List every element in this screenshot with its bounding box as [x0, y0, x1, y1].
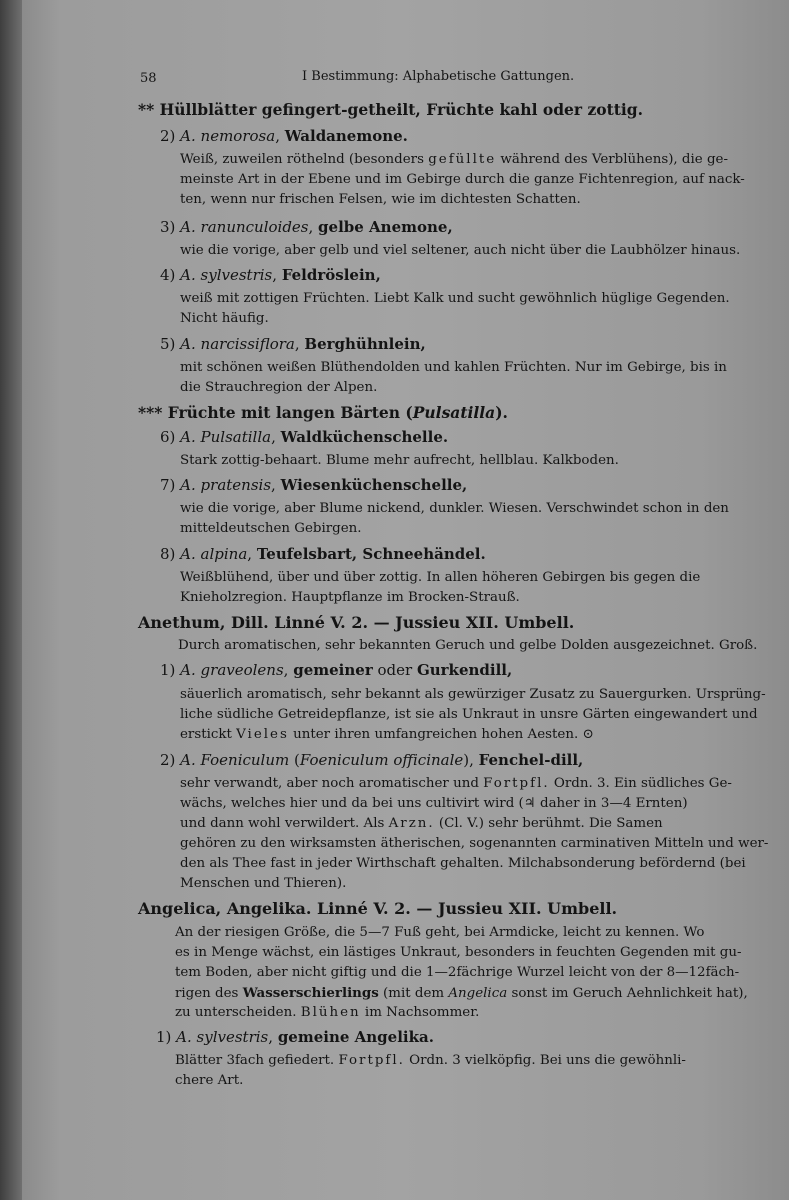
text-line [160, 127, 408, 145]
text-run: Wiesenküchenschelle, [280, 476, 468, 494]
text-line [138, 900, 617, 918]
text-line [180, 795, 688, 813]
text-run: Arzn. [388, 816, 435, 831]
text-run: ten, wenn nur frischen Felsen, wie im dichtesten Schatten. [180, 192, 581, 207]
text-line [175, 1052, 686, 1070]
text-run: Weiß, zuweilen röthelnd (besonders [180, 152, 429, 167]
text-run: , [271, 428, 281, 446]
text-line [160, 476, 467, 494]
text-run: 1) [160, 661, 181, 679]
text-run: (Cl. V.) sehr berühmt. Die Samen [434, 816, 663, 831]
text-line [180, 191, 581, 209]
text-run: (mit dem [378, 986, 449, 1001]
text-run: Gurkendill, [416, 661, 513, 679]
text-run: Blühen [300, 1005, 361, 1020]
text-run: 3) [160, 218, 181, 236]
text-run: oder [372, 661, 417, 679]
text-run: 5) [160, 335, 181, 353]
text-run: 2) [160, 751, 181, 769]
text-run: 8) [160, 545, 181, 563]
text-run: tem Boden, aber nicht giftig und die 1—2fächrige Wurzel leicht von der 8—12fäch- [175, 965, 740, 980]
text-run: liche südliche Getreidepflanze, ist sie als Unkraut in unsre Gärten eingewandert und [180, 707, 758, 722]
text-line [180, 706, 758, 724]
text-line [175, 924, 704, 942]
text-line [175, 964, 739, 982]
text-run: während des Verblühens), die ge- [496, 152, 728, 167]
text-run: An der riesigen Größe, die 5—7 Fuß geht, bei Armdicke, leicht zu kennen. Wo [175, 925, 705, 940]
text-run: ( [289, 751, 300, 769]
text-line [160, 218, 453, 236]
text-run: , [272, 266, 282, 284]
text-run: Blätter 3fach gefiedert. [175, 1053, 339, 1068]
text-run: , [247, 545, 257, 563]
text-line [160, 661, 512, 679]
text-line [180, 775, 732, 793]
text-line [180, 452, 619, 470]
text-line [160, 545, 486, 563]
text-run: Ordn. 3. Ein südliches Ge- [549, 776, 732, 791]
text-run: 1) [156, 1028, 177, 1046]
text-run: Knieholzregion. Hauptpflanze im Brocken-Strauß. [180, 590, 520, 605]
text-run: Vieles [236, 727, 289, 742]
text-line [180, 686, 766, 704]
text-run: gelbe Anemone, [318, 218, 453, 236]
text-run: , [275, 127, 285, 145]
text-run: Waldküchenschelle. [280, 428, 449, 446]
text-run: A. nemorosa [180, 127, 276, 145]
text-run: rigen des [175, 986, 243, 1001]
text-line [175, 944, 742, 962]
text-run: A. sylvestris [180, 266, 273, 284]
text-run: Linné V. 2. — Jussieu XII. Umbell. [311, 899, 618, 918]
text-line [180, 359, 727, 377]
text-run: A. sylvestris [176, 1028, 269, 1046]
text-run: im Nachsommer. [360, 1005, 480, 1020]
text-run: Waldanemone. [284, 127, 408, 145]
text-line [180, 290, 730, 308]
text-run: mit schönen weißen Blüthendolden und kahlen Früchten. Nur im Gebirge, bis in [180, 360, 727, 375]
text-run: Stark zottig-behaart. Blume mehr aufrecht, hellblau. Kalkboden. [180, 453, 619, 468]
text-run: ), [463, 751, 479, 769]
text-run: gefüllte [428, 152, 497, 167]
text-run: 4) [160, 266, 181, 284]
text-run: erstickt [180, 727, 237, 742]
text-run: A. graveolens [180, 661, 284, 679]
text-line [175, 1004, 479, 1022]
text-run: und dann wohl verwildert. Als [180, 816, 389, 831]
text-run: A. narcissiflora [180, 335, 295, 353]
text-line [175, 1072, 243, 1090]
text-line [138, 101, 643, 119]
text-run: wie die vorige, aber gelb und viel seltener, auch nicht über die Laubhölzer hinaus. [180, 243, 741, 258]
text-line [180, 171, 745, 189]
text-line [180, 589, 520, 607]
text-run: Teufelsbart, Schneehändel. [256, 545, 486, 563]
text-run: gemeiner [293, 661, 373, 679]
text-line [180, 875, 346, 893]
text-line [175, 984, 748, 1003]
text-run: , [268, 1028, 278, 1046]
text-run: weiß mit zottigen Früchten. Liebt Kalk und sucht gewöhnlich hüglige Gegenden. [180, 291, 730, 306]
text-run: säuerlich aromatisch, sehr bekannt als gewürziger Zusatz zu Sauergurken. Ursprüng- [180, 687, 766, 702]
text-line [160, 428, 448, 446]
text-run: Pulsatilla [412, 403, 496, 422]
text-run: A. Foeniculum [180, 751, 290, 769]
text-line [178, 637, 757, 655]
text-run: gehören zu den wirksamsten ätherischen, sogenannten carminativen Mitteln und wer- [180, 836, 769, 851]
text-run: Angelica, Angelika. [138, 899, 312, 918]
text-run: , [294, 335, 305, 353]
text-line [180, 520, 362, 538]
text-run: Berghühnlein, [304, 335, 426, 353]
running-head: I Bestimmung: Alphabetische Gattungen. [302, 69, 575, 84]
text-run: die Strauchregion der Alpen. [180, 380, 378, 395]
text-run: Fortpfl. [483, 776, 550, 791]
text-run: es in Menge wächst, ein lästiges Unkraut, besonders in feuchten Gegenden mit gu- [175, 945, 742, 960]
text-run: 2) [160, 127, 181, 145]
text-run: den als Thee fast in jeder Wirthschaft gehalten. Milchabsonderung befördernd (bei [180, 856, 746, 871]
text-run: gemeine Angelika. [277, 1028, 434, 1046]
text-line [180, 815, 663, 833]
text-run: Ordn. 3 vielköpfig. Bei uns die gewöhnli- [404, 1053, 686, 1068]
text-run: sonst im Geruch Aehnlichkeit hat), [507, 986, 748, 1001]
text-run: wächs, welches hier und da bei uns cultivirt wird (♃ daher in 3—4 Ernten) [180, 796, 688, 811]
text-run: , [283, 661, 294, 679]
text-line [180, 855, 746, 873]
text-line [180, 151, 728, 169]
text-line [180, 310, 269, 328]
text-run: Durch aromatischen, sehr bekannten Geruch und gelbe Dolden ausgezeichnet. Groß. [178, 638, 758, 653]
text-run: A. ranunculoides [180, 218, 309, 236]
text-run: A. pratensis [180, 476, 272, 494]
text-run: Foeniculum officinale [299, 751, 464, 769]
text-line [180, 242, 740, 260]
text-run: ** Hüllblätter gefingert-getheilt, Früchte kahl oder zottig. [138, 100, 644, 119]
text-run: Weißblühend, über und über zottig. In allen höheren Gebirgen bis gegen die [180, 570, 701, 585]
text-run: sehr verwandt, aber noch aromatischer und [180, 776, 484, 791]
text-run: chere Art. [175, 1073, 244, 1088]
text-line [180, 500, 729, 518]
text-run: Fenchel-dill, [478, 751, 584, 769]
text-run: Menschen und Thieren). [180, 876, 347, 891]
text-run: Fortpfl. [338, 1053, 405, 1068]
text-run: meinste Art in der Ebene und im Gebirge durch die ganze Fichtenregion, auf nack- [180, 172, 745, 187]
text-line [138, 404, 508, 422]
text-line [180, 726, 594, 744]
text-run: 6) [160, 428, 181, 446]
text-line [156, 1028, 434, 1046]
page-number: 58 [140, 71, 157, 86]
text-run: A. Pulsatilla [180, 428, 272, 446]
text-line [180, 569, 700, 587]
text-run: zu unterscheiden. [175, 1005, 301, 1020]
text-line [138, 614, 574, 632]
text-run: Wasserschierlings [242, 985, 379, 1001]
text-run: Angelica [448, 986, 508, 1001]
text-run: ). [495, 403, 508, 422]
text-line [160, 335, 426, 353]
text-run: A. alpina [180, 545, 248, 563]
text-line [160, 751, 583, 769]
text-run: unter ihren umfangreichen hohen Aesten. ⊙ [288, 727, 594, 742]
text-run: mitteldeutschen Gebirgen. [180, 521, 362, 536]
text-line [180, 835, 768, 853]
text-run: Anethum, Dill. [138, 613, 269, 632]
text-run: wie die vorige, aber Blume nickend, dunkler. Wiesen. Verschwindet schon in den [180, 501, 729, 516]
text-run: , [271, 476, 281, 494]
text-run: Feldröslein, [281, 266, 381, 284]
text-run: *** Früchte mit langen Bärten ( [138, 403, 413, 422]
text-line [180, 379, 377, 397]
text-run: , [308, 218, 319, 236]
text-line [160, 266, 381, 284]
text-run: Nicht häufig. [180, 311, 269, 326]
text-run: 7) [160, 476, 181, 494]
text-run: Linné V. 2. — Jussieu XII. Umbell. [268, 613, 575, 632]
